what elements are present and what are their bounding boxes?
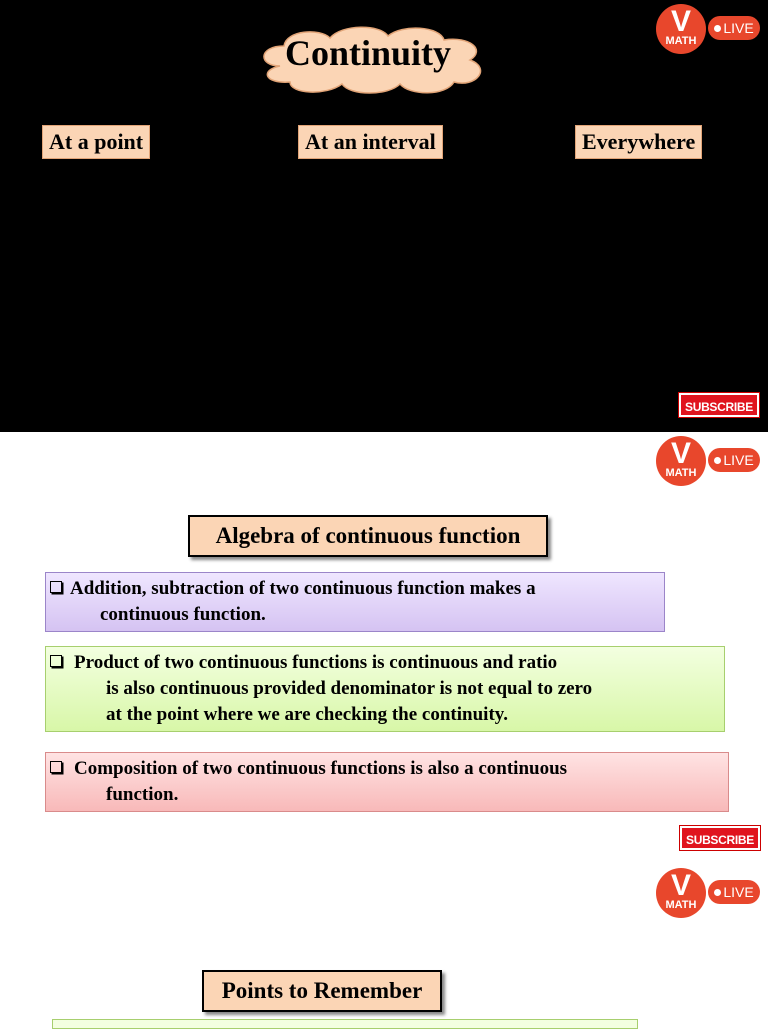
logo-v-icon: V <box>670 437 691 470</box>
logo-math-text: MATH <box>665 35 697 47</box>
live-label: LIVE <box>723 452 754 468</box>
live-label: LIVE <box>723 884 754 900</box>
algebra-heading: Algebra of continuous function <box>188 515 548 557</box>
live-badge <box>708 16 760 40</box>
point-line: continuous function. <box>100 604 266 625</box>
checkbox-bullet-icon <box>50 581 62 593</box>
point-line: at the point where we are checking the continuity. <box>106 704 508 725</box>
vmath-live-logo <box>656 2 760 54</box>
logo-math-text: MATH <box>665 467 697 479</box>
point-line: Product of two continuous functions is continuous and ratio <box>50 650 718 676</box>
point-line: Composition of two continuous functions is also a continuous <box>50 756 722 782</box>
point-line: is also continuous provided denominator is not equal to zero <box>106 678 593 699</box>
tag-at-a-point: At a point <box>42 125 150 159</box>
tag-everywhere: Everywhere <box>575 125 702 159</box>
point-product <box>45 646 725 732</box>
checkbox-bullet-icon <box>50 655 62 667</box>
logo-v-icon: V <box>670 869 691 902</box>
slide-title: Continuity <box>284 33 452 73</box>
logo-v-icon: V <box>670 5 691 38</box>
live-label: LIVE <box>723 20 754 36</box>
live-dot-icon <box>714 25 721 32</box>
point-line: Addition, subtraction of two continuous function makes a <box>50 576 658 602</box>
tag-at-an-interval: At an interval <box>298 125 443 159</box>
live-dot-icon <box>714 889 721 896</box>
subscribe-button[interactable]: SUBSCRIBE <box>680 826 760 850</box>
point-composition <box>45 752 729 812</box>
logo-math-text: MATH <box>665 899 697 911</box>
point-box-partial <box>52 1019 638 1029</box>
point-addition <box>45 572 665 632</box>
live-badge <box>708 448 760 472</box>
vmath-live-logo <box>656 866 760 918</box>
points-to-remember-heading: Points to Remember <box>202 970 442 1012</box>
subscribe-button[interactable]: SUBSCRIBE <box>679 393 759 417</box>
live-dot-icon <box>714 457 721 464</box>
live-badge <box>708 880 760 904</box>
vmath-live-logo <box>656 434 760 486</box>
checkbox-bullet-icon <box>50 761 62 773</box>
point-line: function. <box>106 784 179 805</box>
